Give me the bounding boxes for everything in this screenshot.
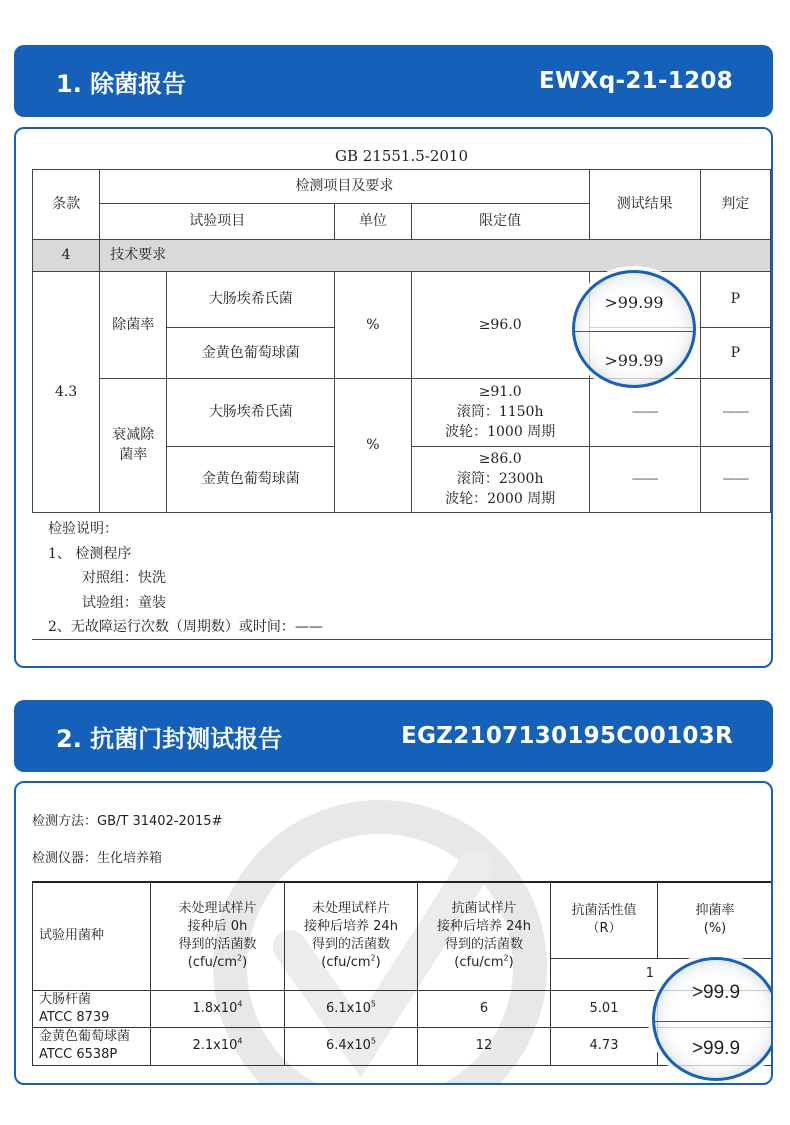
- removal-limit: ≥96.0: [411, 271, 589, 378]
- section-clause: 4.3: [33, 271, 100, 512]
- header-sub-one: 1: [551, 958, 773, 990]
- row1-col3: 6: [418, 990, 551, 1027]
- row2-col1-base: 2.1x10: [192, 1038, 238, 1053]
- tech-label: 技术要求: [100, 239, 771, 271]
- decay-unit: %: [335, 378, 411, 512]
- row1-col1-base: 1.8x10: [192, 1000, 238, 1016]
- header-verdict: 判定: [700, 169, 770, 239]
- notes-bottom-rule: [32, 639, 771, 640]
- test-instrument: 检测仪器：生化培养箱: [32, 851, 163, 866]
- unit-text: (cfu/cm: [454, 955, 504, 971]
- unit-sup: 2: [237, 953, 243, 963]
- header-col1-line3: 得到的活菌数: [178, 937, 257, 953]
- removal-strain-2: 金黄色葡萄球菌: [167, 327, 335, 378]
- header-col3: [418, 882, 551, 990]
- row2-col2-exp: 5: [370, 1036, 376, 1046]
- lens-divider: [575, 331, 693, 332]
- strain-1-code: ATCC 8739: [39, 1009, 110, 1025]
- standard-code: GB 21551.5-2010: [33, 143, 771, 169]
- unit-end: ): [508, 955, 514, 971]
- inspection-notes: [48, 517, 771, 640]
- header-col3-line1: 抗菌试样片: [451, 901, 517, 917]
- header-activity-line2: （R）: [586, 921, 622, 937]
- strain-row-1: [33, 990, 151, 1027]
- decay-limit-2: [411, 446, 589, 512]
- decay-result-2: ——: [589, 446, 700, 512]
- decay-label-line1: 衰减除: [112, 427, 155, 443]
- header-col1-line1: 未处理试样片: [178, 901, 257, 917]
- row1-col2-exp: 5: [370, 999, 376, 1009]
- header-strain: 试验用菌种: [33, 882, 151, 990]
- header-clause: 条款: [33, 169, 100, 239]
- decay-limit-1-line1: ≥91.0: [478, 384, 522, 400]
- removal-result-2-value: >99.99: [604, 351, 664, 370]
- unit-sup: 2: [370, 953, 376, 963]
- removal-verdict-1: P: [700, 271, 770, 327]
- removal-strain-1: 大肠埃希氏菌: [167, 271, 335, 327]
- removal-result-1-value: >99.99: [604, 293, 664, 312]
- decay-limit-2-line3: 波轮：2000 周期: [445, 491, 556, 507]
- removal-unit: %: [335, 271, 411, 378]
- notes-item2: 2、无故障运行次数（周期数）或时间：——: [48, 619, 323, 635]
- row2-rate: >99.9: [691, 1038, 741, 1059]
- header-test-item: 试验项目: [100, 203, 335, 239]
- tech-clause: 4: [33, 239, 100, 271]
- header-activity-line1: 抗菌活性值: [571, 903, 637, 919]
- header-col2-line2: 接种后培养 24h: [304, 919, 398, 935]
- unit-end: ): [375, 955, 381, 971]
- header-col2-unit: [321, 955, 380, 970]
- decay-verdict-1: ——: [700, 378, 770, 446]
- decay-limit-1: [411, 378, 589, 446]
- report1-panel: [14, 127, 773, 668]
- magnifier-lens-2: [652, 957, 773, 1081]
- header-rate: [658, 882, 773, 958]
- removal-label: 除菌率: [100, 271, 167, 378]
- row1-col1-exp: 4: [237, 999, 243, 1009]
- row2-activity: 4.73: [551, 1027, 658, 1065]
- lens2-divider: [655, 1021, 773, 1022]
- report1-banner: [14, 45, 773, 117]
- strain-2-name: 金黄色葡萄球菌: [39, 1029, 131, 1044]
- magnifier-lens: [572, 270, 696, 388]
- header-col1: [151, 882, 285, 990]
- report2-title: 2. 抗菌门封测试报告: [56, 724, 283, 753]
- header-item-req: 检测项目及要求: [100, 169, 590, 203]
- report2-banner: [14, 700, 773, 772]
- row1-rate: >99.9: [691, 982, 741, 1003]
- decay-limit-1-line2: 滚筒：1150h: [456, 404, 544, 420]
- decay-verdict-2: ——: [700, 446, 770, 512]
- row1-col2-base: 6.1x10: [325, 1000, 371, 1016]
- decay-result-1: ——: [589, 378, 700, 446]
- header-rate-line1: 抑菌率: [695, 903, 735, 919]
- test-method: 检测方法：GB/T 31402-2015#: [32, 814, 223, 829]
- strain-1-name: 大肠杆菌: [39, 991, 92, 1007]
- row2-col2: [285, 1027, 418, 1065]
- decay-strain-1: 大肠埃希氏菌: [167, 378, 335, 446]
- decay-label: [100, 378, 167, 512]
- decay-limit-1-line3: 波轮：1000 周期: [445, 424, 556, 440]
- report1-code: EWXq-21-1208: [539, 68, 733, 94]
- row2-col2-base: 6.4x10: [325, 1038, 371, 1053]
- header-col1-line2: 接种后 0h: [187, 919, 248, 935]
- header-limit: 限定值: [411, 203, 589, 239]
- removal-verdict-2: P: [700, 327, 770, 378]
- report1-title: 1. 除菌报告: [56, 69, 187, 98]
- header-result: 测试结果: [589, 169, 700, 239]
- decay-label-line2: 菌率: [119, 447, 148, 463]
- decay-strain-2: 金黄色葡萄球菌: [167, 446, 335, 512]
- header-col2-line3: 得到的活菌数: [311, 937, 390, 953]
- header-col2-line1: 未处理试样片: [311, 901, 390, 917]
- header-rate-line2: (%): [703, 921, 727, 937]
- row2-col1-exp: 4: [237, 1036, 243, 1046]
- decay-limit-2-line2: 滚筒：2300h: [456, 471, 544, 487]
- unit-sup: 2: [503, 953, 509, 963]
- header-col3-unit: [454, 955, 513, 970]
- row2-col3: 12: [418, 1027, 551, 1065]
- row2-col1: [151, 1027, 285, 1065]
- header-activity: [551, 882, 658, 958]
- notes-item1: 1、 检测程序: [48, 545, 132, 562]
- report2-panel: [14, 781, 773, 1085]
- header-col3-line2: 接种后培养 24h: [437, 919, 531, 935]
- report2-code: EGZ2107130195C00103R: [401, 723, 733, 749]
- header-col3-line3: 得到的活菌数: [444, 937, 523, 953]
- unit-text: (cfu/cm: [321, 955, 371, 971]
- notes-test: 试验组：童装: [82, 594, 166, 611]
- strain-2-code: ATCC 6538P: [39, 1047, 118, 1062]
- header-col2: [285, 882, 418, 990]
- header-col1-unit: [188, 955, 247, 970]
- notes-heading: 检验说明：: [48, 521, 118, 537]
- row1-activity: 5.01: [551, 990, 658, 1027]
- notes-control: 对照组：快洗: [82, 570, 166, 586]
- strain-row-2: [33, 1027, 151, 1065]
- unit-text: (cfu/cm: [187, 955, 238, 971]
- decay-limit-2-line1: ≥86.0: [478, 451, 522, 467]
- header-unit: 单位: [335, 203, 411, 239]
- row1-col2: [285, 990, 418, 1027]
- unit-end: ): [242, 955, 248, 971]
- row1-col1: [151, 990, 285, 1027]
